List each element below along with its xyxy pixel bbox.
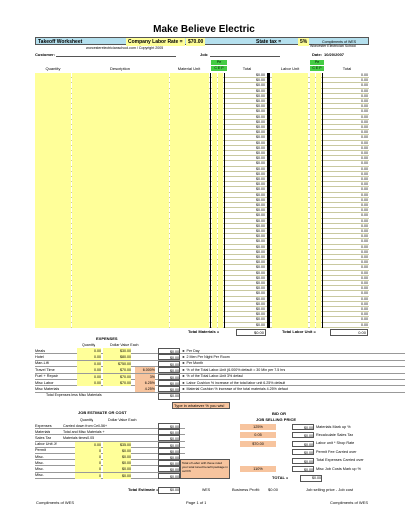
expense-label: Misc Materials xyxy=(35,386,60,391)
customer-field[interactable] xyxy=(56,56,176,57)
labor-total-cell: 0.00 xyxy=(361,213,368,218)
col-quantity: Quantity xyxy=(45,66,61,71)
material-total-cell: $0.00 xyxy=(256,104,265,109)
job-total: $0.00 xyxy=(158,429,180,435)
compliments-top-school: Worcester Electrician School xyxy=(310,44,356,48)
material-total-cell: $0.00 xyxy=(256,270,265,275)
material-total-cell: $0.00 xyxy=(256,307,265,311)
expense-total: $0.00 xyxy=(158,367,180,373)
material-total-cell: $0.00 xyxy=(256,192,265,197)
expense-total: $0.00 xyxy=(158,380,180,386)
material-total-cell: $0.00 xyxy=(256,255,265,259)
material-total-cell: $0.00 xyxy=(256,161,265,166)
total-labor-value: 0.00 xyxy=(330,329,368,336)
labor-total-cell: 0.00 xyxy=(361,83,368,88)
job-dollar-each[interactable]: $0.00 xyxy=(103,454,131,460)
total-labor-label: Total Labor Unit = xyxy=(282,329,316,334)
labor-total-cell: 0.00 xyxy=(361,145,368,150)
expense-total: $0.00 xyxy=(158,386,180,392)
labor-total-cell: 0.00 xyxy=(361,218,368,223)
column-divider xyxy=(210,323,211,328)
expense-dollar-each[interactable]: $750.00 xyxy=(103,361,131,367)
expense-label: Meals xyxy=(35,348,46,353)
worksheet-title: Takeoff Worksheet xyxy=(38,39,83,45)
page-title: Make Believe Electric xyxy=(153,24,255,35)
material-total-cell: $0.00 xyxy=(256,109,265,114)
labor-unit-cell[interactable] xyxy=(272,323,308,328)
labor-total-cell: 0.00 xyxy=(361,135,368,140)
labor-rate-value[interactable]: $70.00 xyxy=(188,39,204,45)
job-label: Permit xyxy=(35,448,46,453)
bid-heading-2: JOB SELLING PRICE xyxy=(256,417,297,422)
expense-note: ► % of the Total Labor-Unit (6.000% default = 30 Min per 7.5 hrs xyxy=(182,367,286,372)
job-col-quantity: Quantity xyxy=(80,418,94,422)
job-dollar-each[interactable]: $0.00 xyxy=(103,448,131,454)
labor-total-cell: 0.00 xyxy=(361,182,368,187)
labor-total-cell: 0.00 xyxy=(361,187,368,192)
job-quantity[interactable]: 0 xyxy=(75,460,101,466)
expense-label: Hotel xyxy=(35,354,44,359)
material-unit-cell[interactable] xyxy=(170,323,209,328)
bid-note: Materials Mark up % xyxy=(316,424,351,429)
labor-total-cell: 0.00 xyxy=(361,281,368,285)
job-total-value: $0.00 xyxy=(158,487,180,494)
labor-total-cell: 0.00 xyxy=(361,229,368,233)
date-value[interactable]: 10/20/2007 xyxy=(324,52,345,57)
state-tax-label: State tax = xyxy=(256,39,282,45)
job-quantity[interactable]: 0 xyxy=(75,448,101,454)
material-total-cell: $0.00 xyxy=(256,322,265,327)
material-total-cell: $0.00 xyxy=(256,260,265,265)
job-label: Job: xyxy=(200,52,209,57)
expense-note: ► Labor Cushion % increase of the total labor unit 6.25% default xyxy=(182,380,286,385)
labor-total-cell: 0.00 xyxy=(361,301,368,306)
expense-note: ► Material Cushion % increase of the total materials 4.25% defaut xyxy=(182,386,288,391)
job-description: Materials times0.05 xyxy=(63,435,95,440)
expense-total: $0.00 xyxy=(158,361,180,367)
bid-note: Permit Fee Carried over xyxy=(316,449,357,454)
job-description: Total and Misc Materials + xyxy=(63,429,105,434)
expense-percent[interactable]: 6.000% xyxy=(135,367,155,373)
job-quantity[interactable]: 0 xyxy=(75,466,101,472)
expense-percent[interactable]: 4.25% xyxy=(135,386,155,392)
labor-total-cell: 0.00 xyxy=(361,291,368,296)
expenses-total-label: Total Expenses less Misc Materials xyxy=(46,393,102,397)
job-estimate-table xyxy=(35,423,185,478)
footer-left: Compliments of WES xyxy=(36,500,75,505)
bid-row xyxy=(232,457,407,465)
expense-quantity[interactable]: 0.00 xyxy=(77,361,101,367)
labor-total-cell: 0.00 xyxy=(361,177,368,181)
job-total: $0.00 xyxy=(158,442,180,448)
material-total-cell: $0.00 xyxy=(256,145,265,150)
bid-row xyxy=(232,440,407,448)
labor-rate-label: Company Labor Rate = xyxy=(128,39,183,45)
takeoff-grid xyxy=(35,73,369,328)
labor-total-cell: 0.00 xyxy=(361,234,368,239)
col-material-unit: Material Unit xyxy=(177,66,201,71)
bid-row xyxy=(232,448,407,456)
expense-quantity[interactable]: 0.00 xyxy=(77,374,101,380)
col-description: Description xyxy=(109,66,130,71)
labor-total-cell: 0.00 xyxy=(361,203,368,207)
expense-note: ► 2 Men Per Night Per Room xyxy=(182,354,230,359)
quantity-cell[interactable] xyxy=(35,323,71,328)
pe-cell-2[interactable] xyxy=(310,323,315,328)
labor-total-cell: 0.00 xyxy=(361,151,368,155)
labor-total-cell: 0.00 xyxy=(361,125,368,129)
column-divider xyxy=(224,323,225,328)
job-label: Misc. xyxy=(35,460,44,465)
material-total-cell: $0.00 xyxy=(256,229,265,233)
job-label: Materials xyxy=(35,429,51,434)
material-total-cell: $0.00 xyxy=(256,93,265,98)
bid-note: Total Expenses Carried over xyxy=(316,458,364,463)
labor-total-cell: 0.00 xyxy=(361,171,368,176)
bid-table xyxy=(232,423,407,478)
customer-label: Customer: xyxy=(35,52,56,57)
job-field[interactable] xyxy=(210,56,280,57)
job-dollar-each[interactable]: $0.00 xyxy=(103,460,131,466)
expenses-table xyxy=(35,348,405,393)
labor-total-cell: 0.00 xyxy=(361,260,368,265)
expense-note: ► % of the Total Labor-Unit 3% defaul xyxy=(182,374,244,379)
business-profit-label: Business Profit: xyxy=(232,487,260,492)
labor-total-cell: 0.00 xyxy=(361,317,368,322)
labor-callout: Total of Labor with these ruled your total tuned benefit package in cell F6 xyxy=(180,459,230,479)
expense-percent[interactable]: 6.25% xyxy=(135,380,155,386)
expenses-col-quantity: Quantity xyxy=(82,343,96,347)
material-total-cell: $0.00 xyxy=(256,187,265,192)
material-total-cell: $0.00 xyxy=(256,281,265,285)
material-total-cell: $0.00 xyxy=(256,223,265,228)
job-total: $0.00 xyxy=(158,423,180,429)
expense-label: Fuel + Repair xyxy=(35,374,58,379)
job-description: Carried down from Cell-56+ xyxy=(63,423,108,428)
job-total: $0.00 xyxy=(158,460,180,466)
expense-label: Man-Lift xyxy=(35,361,49,366)
expense-dollar-each[interactable]: $70.00 xyxy=(103,367,131,373)
expense-quantity[interactable]: 0.00 xyxy=(77,354,101,360)
labor-total-cell: 0.00 xyxy=(361,275,368,280)
job-dollar-each[interactable]: $35.00 xyxy=(103,442,131,448)
state-tax-value[interactable]: 5% xyxy=(300,39,308,45)
job-total: $0.00 xyxy=(158,454,180,460)
job-col-dollar: Dollar Value Each xyxy=(108,418,137,422)
material-total-cell: $0.00 xyxy=(256,286,265,291)
footer-page: Page 1 of 1 xyxy=(186,500,207,505)
compliments-top: Compliments of WES xyxy=(322,40,357,44)
labor-total-cell: 0.00 xyxy=(361,156,368,161)
bid-total: $0.00 xyxy=(292,424,314,430)
table-row xyxy=(35,323,369,328)
labor-total-cell: 0.00 xyxy=(361,130,368,135)
job-total: $0.00 xyxy=(158,473,180,479)
material-total-cell: $0.00 xyxy=(256,99,265,103)
bid-row xyxy=(232,423,407,431)
job-total: $0.00 xyxy=(158,435,180,441)
selling-note: Job selling price - Job cost xyxy=(306,487,354,492)
expenses-heading: EXPENSES xyxy=(96,336,118,341)
bid-total: $0.00 xyxy=(292,432,314,438)
cep-cell[interactable] xyxy=(218,323,223,328)
job-row xyxy=(35,473,185,479)
labor-total-cell: 0.00 xyxy=(361,312,368,317)
material-total-cell: $0.00 xyxy=(256,83,265,88)
labor-total-cell: 0.00 xyxy=(361,161,368,166)
labor-total-cell: 0.00 xyxy=(361,296,368,301)
bid-row xyxy=(232,465,407,473)
expense-note: ► Per Month xyxy=(182,361,204,366)
labor-total-cell: 0.00 xyxy=(361,88,368,93)
job-estimate-heading: JOB ESTIMATE OR COST xyxy=(78,410,127,415)
credit-line: worcesterelectricianschool.com / Copyright 2005 xyxy=(86,46,164,50)
material-total-cell: $0.00 xyxy=(256,249,265,254)
expense-row xyxy=(35,386,405,392)
material-total-cell: $0.00 xyxy=(256,166,265,171)
job-label: Expenses xyxy=(35,423,52,428)
col-pe: Pe xyxy=(211,60,227,65)
labor-total-cell: 0.00 xyxy=(361,140,368,145)
material-total-cell: $0.00 xyxy=(256,317,265,322)
labor-total-cell: 0.00 xyxy=(361,114,368,119)
expense-dollar-each[interactable]: $80.00 xyxy=(103,354,131,360)
material-total-cell: $0.00 xyxy=(256,208,265,213)
job-label: Misc. xyxy=(35,466,44,471)
labor-total-cell: 0.00 xyxy=(361,73,368,77)
expense-total: $0.00 xyxy=(158,354,180,360)
expense-label: Travel Time xyxy=(35,367,55,372)
job-label: Misc. xyxy=(35,473,44,478)
expense-dollar-each[interactable]: $70.00 xyxy=(103,374,131,380)
material-total-cell: $0.00 xyxy=(256,296,265,301)
expense-note: ► Per Day xyxy=(182,348,200,353)
bid-percent[interactable]: 110% xyxy=(240,466,276,472)
expense-quantity[interactable]: 0.00 xyxy=(77,380,101,386)
bid-heading: BID OR xyxy=(272,411,286,416)
business-profit-value: $0.00 xyxy=(268,487,279,492)
labor-total-cell: 0.00 xyxy=(361,99,368,103)
job-total: $0.00 xyxy=(158,466,180,472)
total-materials-value: $0.00 xyxy=(236,329,266,336)
date-label: Date: xyxy=(312,52,323,57)
bid-percent[interactable]: $70.00 xyxy=(240,441,276,447)
job-total-label: Total Estimate = xyxy=(128,487,159,492)
expense-total: $0.00 xyxy=(158,348,180,354)
job-quantity[interactable]: 0.00 xyxy=(75,442,101,448)
bid-total: $0.00 xyxy=(292,458,314,464)
labor-total-cell: 0.00 xyxy=(361,249,368,254)
labor-total-cell: 0.00 xyxy=(361,270,368,275)
type-percent-note: Type in whatever % you wis! xyxy=(172,402,230,409)
bid-percent[interactable] xyxy=(240,449,276,455)
total-materials-label: Total Materials = xyxy=(188,329,220,334)
expense-dollar-each[interactable]: $70.00 xyxy=(103,380,131,386)
labor-total-cell: 0.00 xyxy=(361,208,368,213)
column-divider xyxy=(267,323,270,328)
bid-row xyxy=(232,431,407,439)
material-total-cell: $0.00 xyxy=(256,213,265,218)
labor-total-cell: 0.00 xyxy=(361,197,368,202)
material-total-cell: $0.00 xyxy=(256,182,265,187)
labor-total-cell: 0.00 xyxy=(361,78,368,83)
bid-note: Recalculate Sales Tax xyxy=(316,432,354,437)
job-total: $0.00 xyxy=(158,448,180,454)
material-total-cell: $0.00 xyxy=(256,265,265,270)
material-total-cell: $0.00 xyxy=(256,171,265,176)
material-total-cell: $0.00 xyxy=(256,73,265,77)
expense-total: $0.00 xyxy=(158,374,180,380)
material-total-cell: $0.00 xyxy=(256,114,265,119)
labor-total-cell: 0.00 xyxy=(361,109,368,114)
bid-total: $0.00 xyxy=(292,441,314,447)
material-total-cell: $0.00 xyxy=(256,156,265,161)
job-label: Misc. xyxy=(35,454,44,459)
material-total-cell: $0.00 xyxy=(256,301,265,306)
footer-right: Compliments of WES xyxy=(330,500,369,505)
bid-note: Labor unit * Shop Rate xyxy=(316,441,355,446)
labor-total-cell: 0.00 xyxy=(361,166,368,171)
column-divider xyxy=(322,323,323,328)
material-total-cell: $0.00 xyxy=(256,239,265,244)
material-total-cell: $0.00 xyxy=(256,275,265,280)
material-total-cell: $0.00 xyxy=(256,244,265,249)
bid-total-value: $0.00 xyxy=(300,475,322,482)
job-quantity[interactable]: 0 xyxy=(75,473,101,479)
bid-total: $0.00 xyxy=(292,449,314,455)
material-total-cell: $0.00 xyxy=(256,78,265,83)
expenses-col-dollar: Dollar Value Each xyxy=(110,343,139,347)
col-pe-2: Pe xyxy=(310,60,324,65)
bid-total-label: TOTAL = xyxy=(272,475,289,480)
job-dollar-each[interactable]: $0.00 xyxy=(103,466,131,472)
material-total-cell: $0.00 xyxy=(256,119,265,124)
material-total-cell: $0.00 xyxy=(256,218,265,223)
material-total-cell: $0.00 xyxy=(256,151,265,155)
expense-percent[interactable]: 3% xyxy=(135,374,155,380)
material-total-cell: $0.00 xyxy=(256,197,265,202)
description-cell[interactable] xyxy=(72,323,169,328)
labor-total-cell: 0.00 xyxy=(361,192,368,197)
material-total-cell: $0.00 xyxy=(256,130,265,135)
labor-total-cell: 0.00 xyxy=(361,255,368,259)
bid-percent[interactable] xyxy=(240,458,276,464)
labor-total-cell: 0.00 xyxy=(361,119,368,124)
expense-quantity[interactable]: 0.00 xyxy=(77,367,101,373)
material-total-cell: $0.00 xyxy=(256,312,265,317)
material-total-cell: $0.00 xyxy=(256,203,265,207)
col-total-2: Total xyxy=(342,66,352,71)
labor-total-cell: 0.00 xyxy=(361,93,368,98)
labor-total-cell: 0.00 xyxy=(361,307,368,311)
material-total-cell: $0.00 xyxy=(256,177,265,181)
labor-total-cell: 0.00 xyxy=(361,322,368,327)
job-quantity[interactable]: 0 xyxy=(75,454,101,460)
col-cep-2: C E P xyxy=(310,66,324,71)
labor-total-cell: 0.00 xyxy=(361,244,368,249)
material-total-cell: $0.00 xyxy=(256,88,265,93)
material-total-cell: $0.00 xyxy=(256,234,265,239)
job-dollar-each[interactable]: $0.00 xyxy=(103,473,131,479)
job-label: Sales Tax xyxy=(35,435,52,440)
labor-total-cell: 0.00 xyxy=(361,265,368,270)
bid-note: Misc Job Costs Mark up % xyxy=(316,466,361,471)
labor-total-cell: 0.00 xyxy=(361,104,368,109)
expenses-total-value: $0.00 xyxy=(158,393,180,400)
col-cep: C E P xyxy=(211,66,227,71)
labor-total-cell: 0.00 xyxy=(361,223,368,228)
col-labor-unit: Labor Unit xyxy=(280,66,300,71)
col-total: Total xyxy=(242,66,252,71)
expense-dollar-each[interactable]: $30.00 xyxy=(103,348,131,354)
labor-total-cell: 0.00 xyxy=(361,239,368,244)
expense-quantity[interactable]: 0.00 xyxy=(77,348,101,354)
bid-percent[interactable]: 125% xyxy=(240,424,276,430)
job-label: Labor Unit Jf xyxy=(35,442,57,447)
expense-label: Misc Labor xyxy=(35,380,54,385)
wes-label: WES xyxy=(202,488,211,492)
bid-total: $0.00 xyxy=(292,466,314,472)
material-total-cell: $0.00 xyxy=(256,291,265,296)
cep-cell-2[interactable] xyxy=(316,323,321,328)
material-total-cell: $0.00 xyxy=(256,125,265,129)
pe-cell[interactable] xyxy=(212,323,217,328)
bid-percent[interactable]: 0.05 xyxy=(240,432,276,438)
material-total-cell: $0.00 xyxy=(256,135,265,140)
material-total-cell: $0.00 xyxy=(256,140,265,145)
labor-total-cell: 0.00 xyxy=(361,286,368,291)
